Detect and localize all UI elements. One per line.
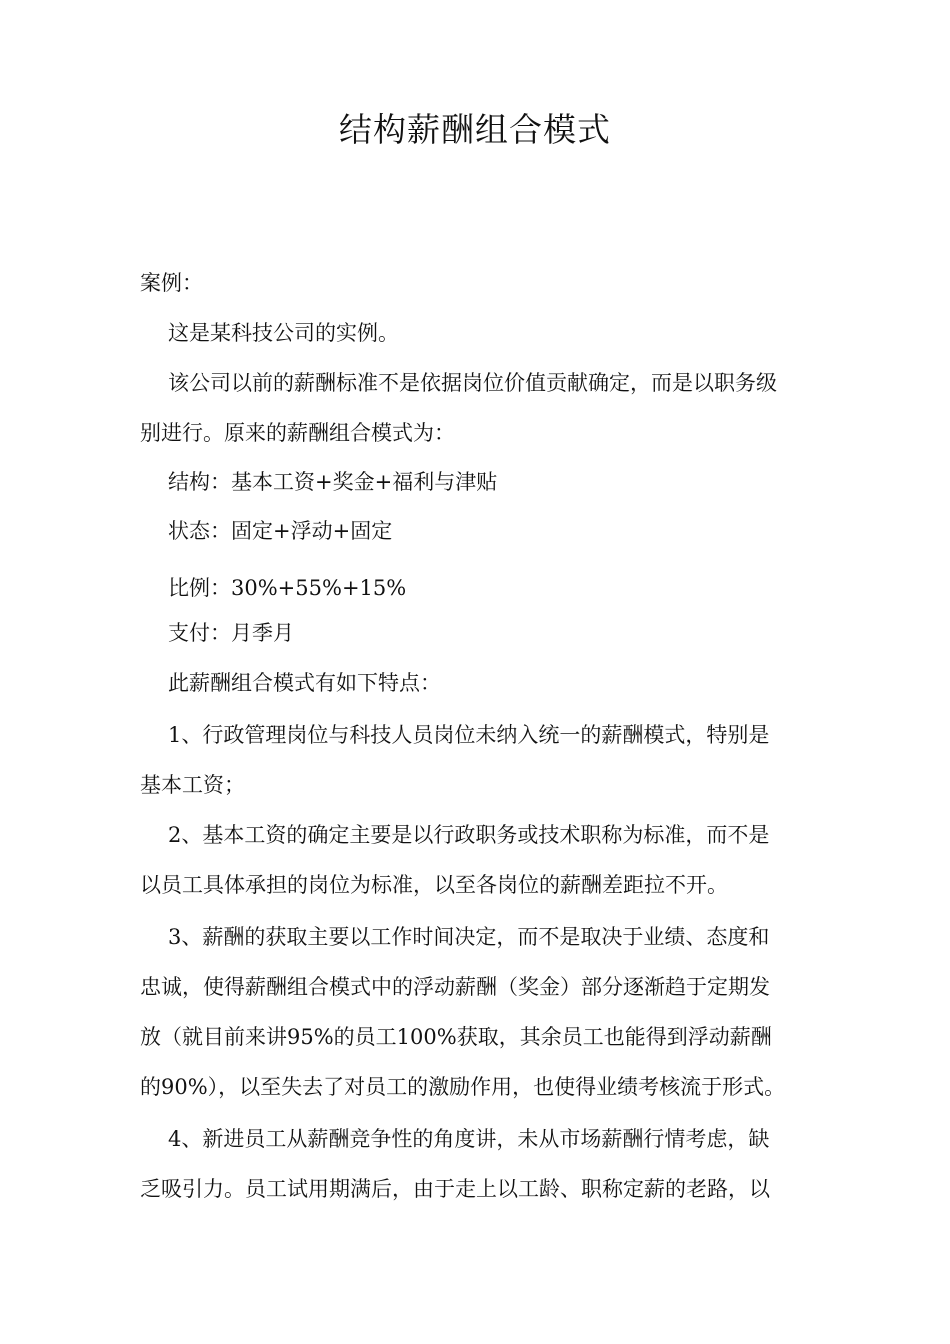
paragraph-background-line-2: 别进行。原来的薪酬组合模式为： — [140, 421, 455, 445]
payment-item: 支付：月季月 — [168, 621, 294, 645]
feature-1-line-2: 基本工资； — [140, 773, 245, 797]
ratio-item: 比例：30%+55%+15% — [168, 576, 407, 600]
feature-2-line-1: 2、基本工资的确定主要是以行政职务或技术职称为标准，而不是 — [168, 823, 770, 847]
features-heading: 此薪酬组合模式有如下特点： — [168, 671, 441, 695]
feature-2-line-2: 以员工具体承担的岗位为标准，以至各岗位的薪酬差距拉不开。 — [140, 873, 728, 897]
paragraph-intro: 这是某科技公司的实例。 — [168, 321, 399, 345]
feature-4-line-2: 乏吸引力。员工试用期满后，由于走上以工龄、职称定薪的老路，以 — [140, 1177, 770, 1201]
feature-3-line-2: 忠诚，使得薪酬组合模式中的浮动薪酬（奖金）部分逐渐趋于定期发 — [140, 975, 770, 999]
feature-3-line-1: 3、薪酬的获取主要以工作时间决定，而不是取决于业绩、态度和 — [168, 925, 770, 949]
feature-3-line-4: 的90%），以至失去了对员工的激励作用，也使得业绩考核流于形式。 — [140, 1075, 786, 1099]
status-item: 状态：固定+浮动+固定 — [168, 519, 393, 543]
feature-3-line-3: 放（就目前来讲95%的员工100%获取，其余员工也能得到浮动薪酬 — [140, 1025, 772, 1049]
feature-1-line-1: 1、行政管理岗位与科技人员岗位未纳入统一的薪酬模式，特别是 — [168, 723, 770, 747]
document-title: 结构薪酬组合模式 — [339, 110, 611, 149]
feature-4-line-1: 4、新进员工从薪酬竞争性的角度讲，未从市场薪酬行情考虑，缺 — [168, 1127, 770, 1151]
structure-item: 结构：基本工资+奖金+福利与津贴 — [168, 470, 498, 494]
case-label: 案例： — [140, 271, 203, 295]
paragraph-background-line-1: 该公司以前的薪酬标准不是依据岗位价值贡献确定，而是以职务级 — [168, 371, 777, 395]
